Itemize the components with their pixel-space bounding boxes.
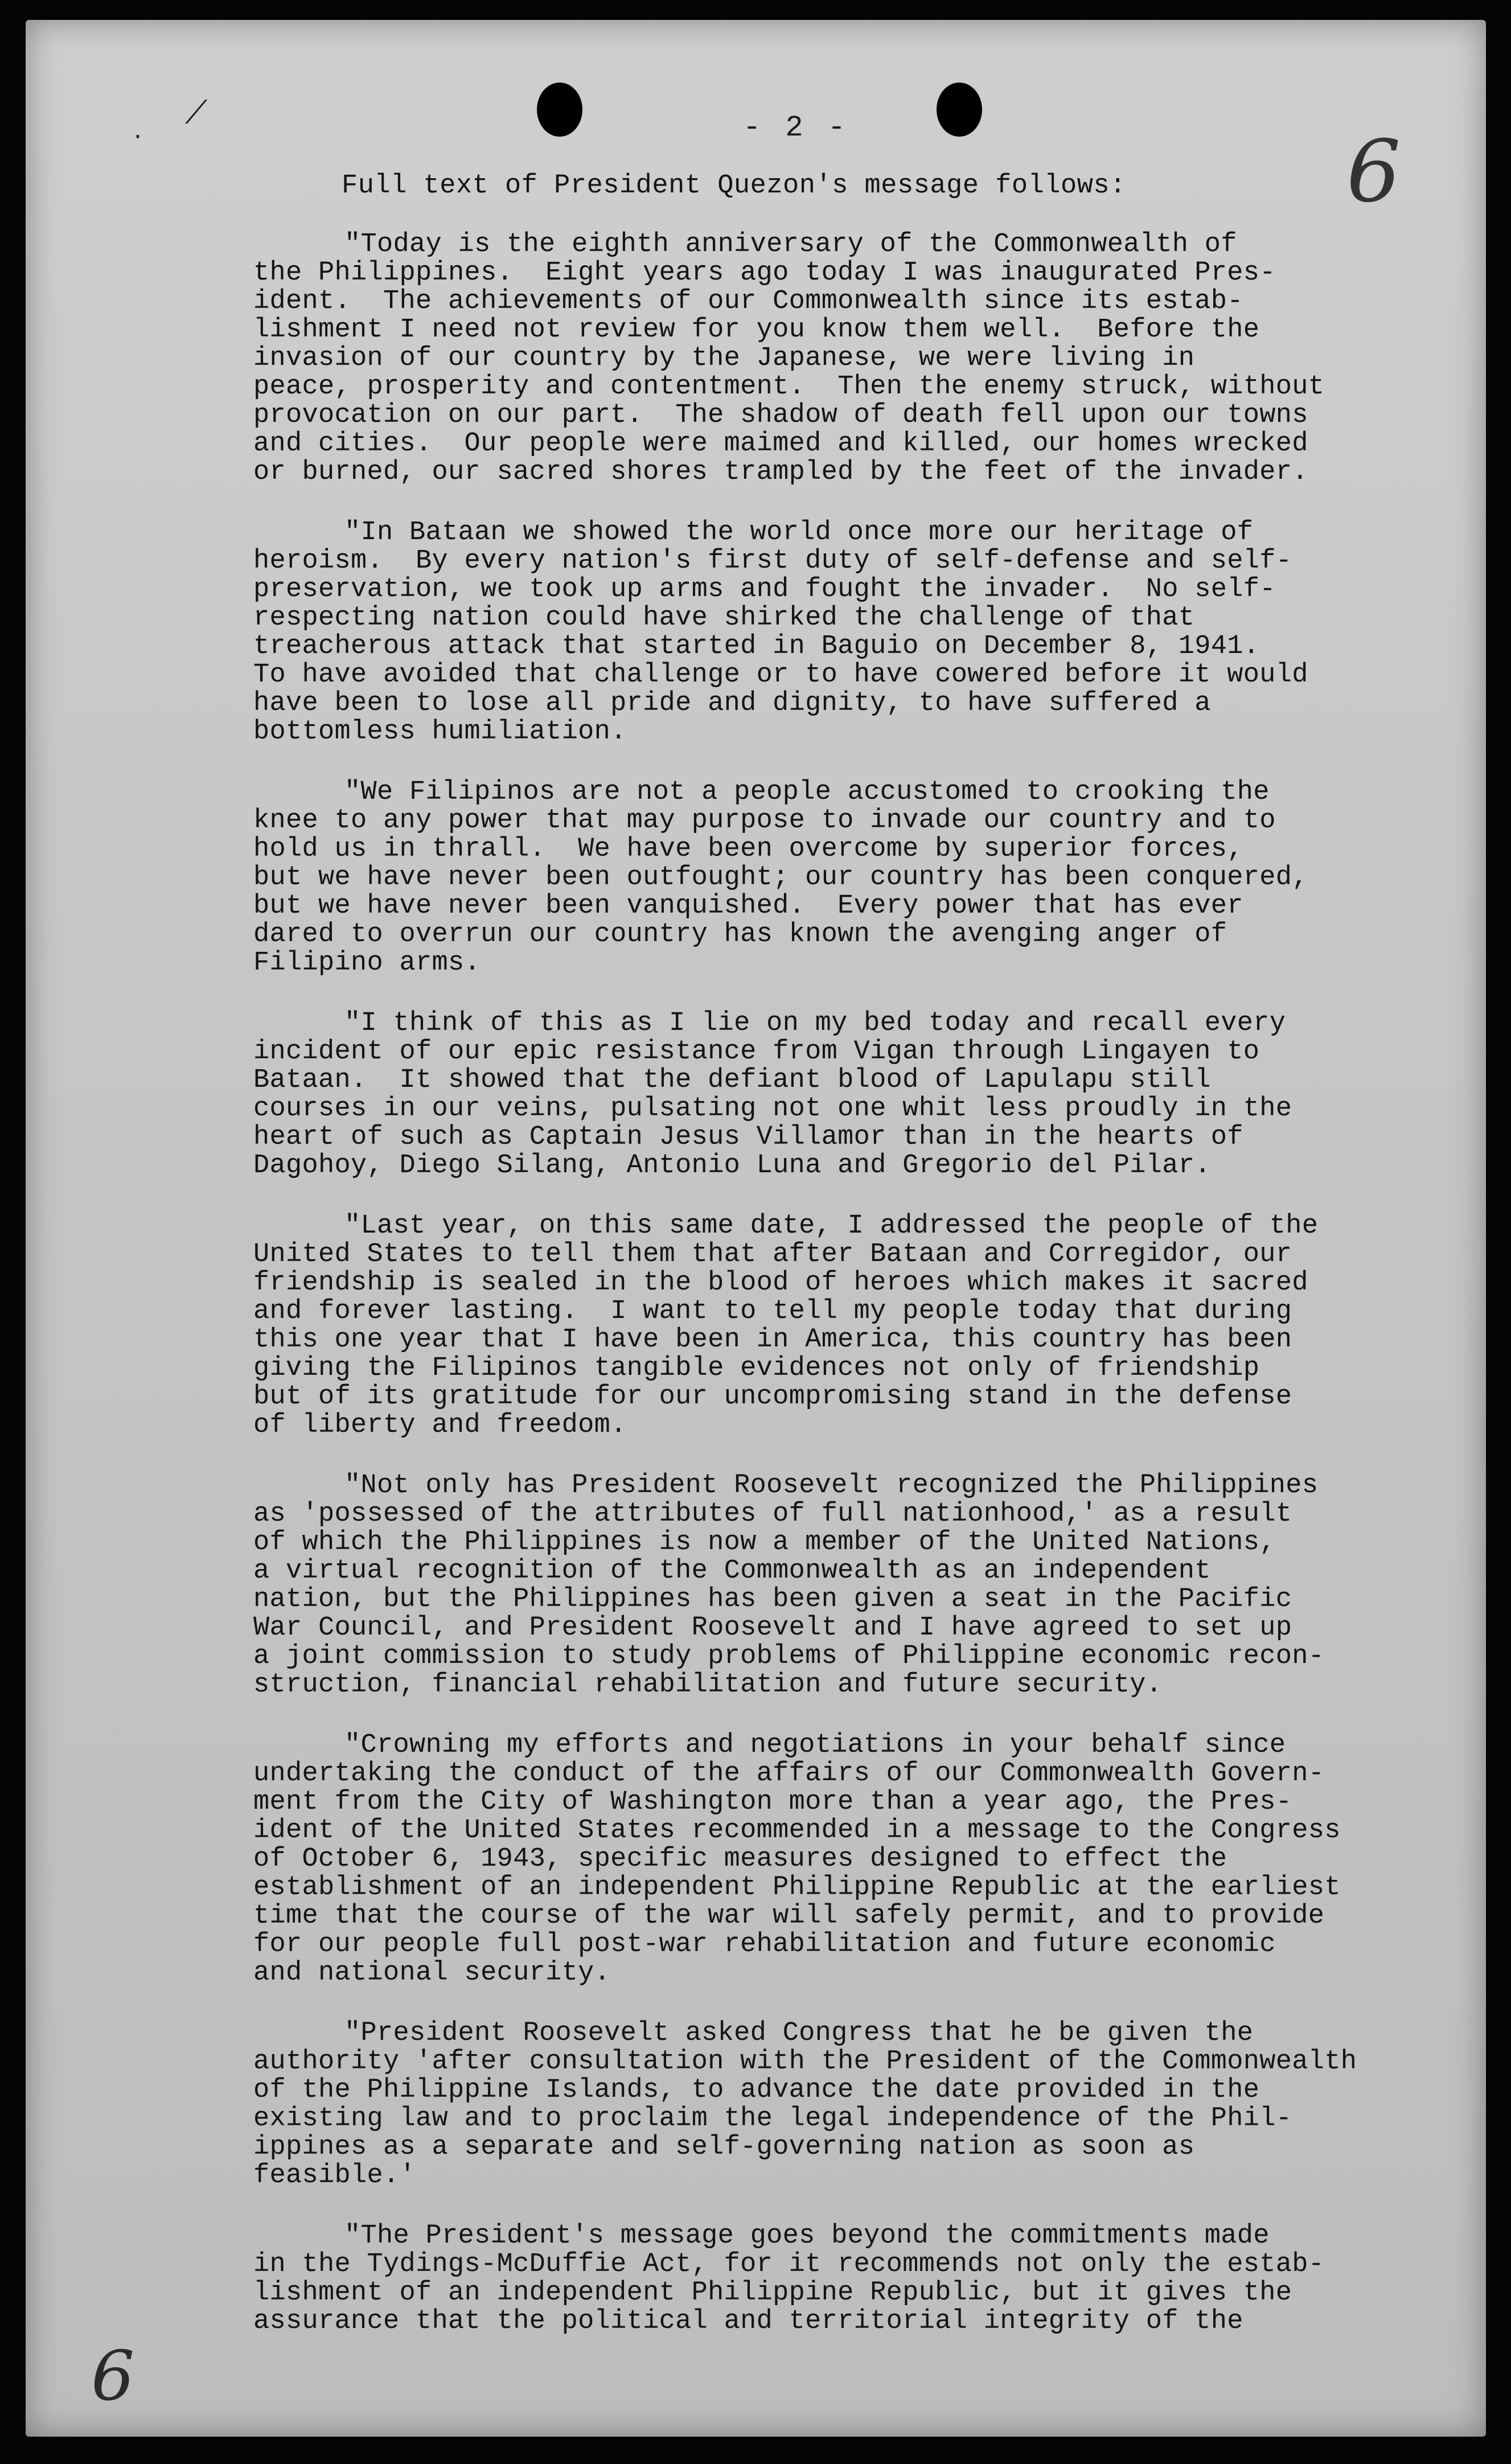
paragraph [253, 519, 1420, 746]
text-line: Dagohoy, Diego Silang, Antonio Luna and Gregorio del Pilar. [253, 1151, 1211, 1181]
paragraph [253, 231, 1420, 487]
text-line: Filipino arms. [253, 948, 481, 978]
paragraph [253, 778, 1420, 978]
text-line: ment from the City of Washington more than a year ago, the Pres- [253, 1787, 1292, 1817]
text-line: giving the Filipinos tangible evidences not only of friendship [253, 1353, 1260, 1383]
text-line: United States to tell them that after Bataan and Corregidor, our [253, 1239, 1292, 1270]
text-line: but of its gratitude for our uncompromising stand in the defense [253, 1382, 1292, 1412]
text-line: have been to lose all pride and dignity, to have suffered a [253, 688, 1211, 718]
text-line: existing law and to proclaim the legal independence of the Phil- [253, 2104, 1292, 2134]
text-line: lishment I need not review for you know them well. Before the [253, 315, 1260, 345]
text-line: in the Tydings-McDuffie Act, for it recommends not only the estab- [253, 2249, 1325, 2280]
text-line: dared to overrun our country has known the avenging anger of [253, 919, 1227, 950]
pen-mark-top-left: ⟋ [185, 94, 208, 131]
text-line: but we have never been outfought; our country has been conquered, [253, 863, 1308, 893]
text-line: respecting nation could have shirked the challenge of that [253, 603, 1195, 633]
document-page [26, 20, 1486, 2437]
paragraph [253, 1731, 1420, 1987]
paragraph [253, 1212, 1420, 1440]
text-line: heart of such as Captain Jesus Villamor than in the hearts of [253, 1122, 1243, 1152]
punch-hole-left [537, 83, 582, 137]
page-number: - 2 - [743, 111, 849, 145]
text-line: a virtual recognition of the Commonwealth as an independent [253, 1556, 1211, 1586]
text-line: ident. The achievements of our Commonwealth since its estab- [253, 286, 1243, 317]
text-line: feasible.' [253, 2161, 416, 2191]
text-line: ident of the United States recommended in a message to the Congress [253, 1816, 1341, 1846]
text-line: provocation on our part. The shadow of death fell upon our towns [253, 400, 1308, 430]
paragraph [253, 1472, 1420, 1699]
text-line: peace, prosperity and contentment. Then the enemy struck, without [253, 372, 1325, 402]
handwritten-page-mark-top: 6 [1346, 122, 1401, 221]
message-body [253, 231, 1420, 2368]
text-line: time that the course of the war will safely permit, and to provide [253, 1901, 1325, 1931]
text-line: and forever lasting. I want to tell my people today that during [253, 1296, 1292, 1327]
text-line: "In Bataan we showed the world once more our heritage of [344, 518, 1254, 548]
text-line: knee to any power that may purpose to invade our country and to [253, 806, 1276, 836]
handwritten-page-mark-bottom: 6 [91, 2337, 135, 2416]
text-line: War Council, and President Roosevelt and I have agreed to set up [253, 1613, 1292, 1643]
text-line: this one year that I have been in America, this country has been [253, 1325, 1292, 1355]
text-line: bottomless humiliation. [253, 717, 627, 747]
text-line: of which the Philippines is now a member of the United Nations, [253, 1527, 1276, 1558]
text-line: treacherous attack that started in Baguio on December 8, 1941. [253, 631, 1260, 662]
text-line: lishment of an independent Philippine Republic, but it gives the [253, 2278, 1292, 2308]
text-line: and cities. Our people were maimed and killed, our homes wrecked [253, 429, 1308, 459]
text-line: undertaking the conduct of the affairs of our Commonwealth Govern- [253, 1759, 1325, 1789]
text-line: a joint commission to study problems of Philippine economic recon- [253, 1641, 1325, 1672]
message-heading: Full text of President Quezon's message follows: [342, 171, 1126, 201]
text-line: "I think of this as I lie on my bed today and recall every [344, 1008, 1286, 1038]
text-line: preservation, we took up arms and fought the invader. No self- [253, 574, 1276, 605]
text-line: friendship is sealed in the blood of heroes which makes it sacred [253, 1268, 1308, 1298]
text-line: for our people full post-war rehabilitation and future economic [253, 1929, 1276, 1960]
text-line: hold us in thrall. We have been overcome by superior forces, [253, 834, 1243, 864]
text-line: "The President's message goes beyond the commitments made [344, 2221, 1270, 2251]
text-line: authority 'after consultation with the President of the Commonwealth [253, 2047, 1357, 2077]
text-line: incident of our epic resistance from Vigan through Lingayen to [253, 1037, 1260, 1067]
text-line: struction, financial rehabilitation and future security. [253, 1670, 1163, 1700]
text-line: "Not only has President Roosevelt recognized the Philippines [344, 1471, 1319, 1501]
text-line: "We Filipinos are not a people accustomed to crooking the [344, 777, 1270, 807]
text-line: "Today is the eighth anniversary of the Commonwealth of [344, 229, 1237, 260]
paragraph [253, 2019, 1420, 2190]
text-line: ippines as a separate and self-governing nation as soon as [253, 2132, 1195, 2162]
text-line: courses in our veins, pulsating not one whit less proudly in the [253, 1094, 1292, 1124]
text-line: "Last year, on this same date, I addressed the people of the [344, 1211, 1319, 1241]
text-line: but we have never been vanquished. Every power that has ever [253, 891, 1243, 921]
text-line: establishment of an independent Philippine Republic at the earliest [253, 1872, 1341, 1903]
pen-mark-top-left-small: · [134, 122, 142, 151]
text-line: invasion of our country by the Japanese, we were living in [253, 343, 1195, 373]
punch-hole-right [937, 83, 982, 137]
text-line: "President Roosevelt asked Congress that he be given the [344, 2018, 1254, 2048]
text-line: or burned, our sacred shores trampled by the feet of the invader. [253, 457, 1308, 487]
paragraph [253, 1009, 1420, 1180]
text-line: "Crowning my efforts and negotiations in your behalf since [344, 1730, 1286, 1760]
paragraph [253, 2222, 1420, 2336]
text-line: as 'possessed of the attributes of full nationhood,' as a result [253, 1499, 1292, 1529]
text-line: heroism. By every nation's first duty of self-defense and self- [253, 546, 1292, 576]
text-line: of October 6, 1943, specific measures designed to effect the [253, 1844, 1227, 1874]
text-line: Bataan. It showed that the defiant blood of Lapulapu still [253, 1065, 1211, 1095]
text-line: and national security. [253, 1958, 611, 1988]
text-line: of the Philippine Islands, to advance the date provided in the [253, 2075, 1260, 2105]
text-line: To have avoided that challenge or to have cowered before it would [253, 660, 1308, 690]
text-line: nation, but the Philippines has been given a seat in the Pacific [253, 1584, 1292, 1615]
text-line: of liberty and freedom. [253, 1410, 627, 1440]
text-line: assurance that the political and territorial integrity of the [253, 2306, 1243, 2336]
text-line: the Philippines. Eight years ago today I was inaugurated Pres- [253, 258, 1276, 288]
